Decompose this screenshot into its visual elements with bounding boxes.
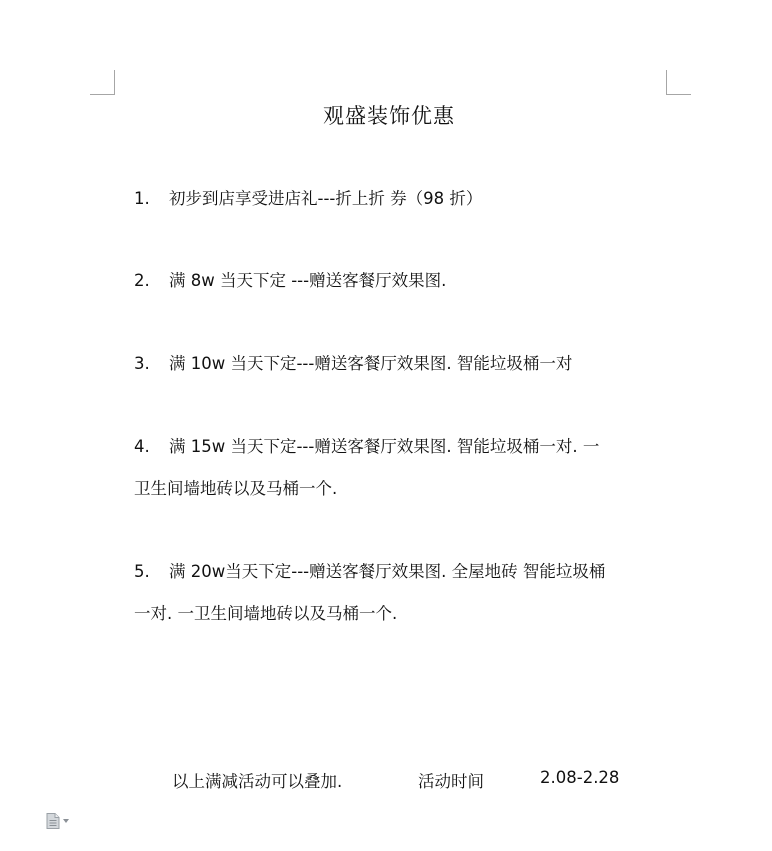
page-corner-mark-top-left xyxy=(90,70,115,95)
list-item-number: 5. xyxy=(134,562,150,581)
page-corner-mark-top-right xyxy=(666,70,691,95)
activity-period-label: 活动时间 xyxy=(418,772,484,791)
list-item-continuation: 一对. 一卫生间墙地砖以及马桶一个. xyxy=(134,604,398,623)
list-item-first-line xyxy=(134,551,679,593)
list-item xyxy=(134,551,679,635)
paste-options-button[interactable] xyxy=(46,812,76,830)
list-item xyxy=(134,260,679,302)
footer-note: 以上满减活动可以叠加. xyxy=(172,772,343,791)
document-title: 观盛装饰优惠 xyxy=(323,104,455,128)
list-item-number: 4. xyxy=(134,437,150,456)
document-icon xyxy=(46,813,60,829)
list-item-text: 满 10w 当天下定---赠送客餐厅效果图. 智能垃圾桶一对 xyxy=(169,354,573,373)
list-item-number: 2. xyxy=(134,271,150,290)
list-item xyxy=(134,343,679,385)
activity-period-dates: 2.08-2.28 xyxy=(540,768,620,787)
list-item xyxy=(134,178,679,220)
list-item-text: 满 20w当天下定---赠送客餐厅效果图. 全屋地砖 智能垃圾桶 xyxy=(169,562,606,581)
chevron-down-icon xyxy=(63,819,69,823)
list-item-number: 3. xyxy=(134,354,150,373)
list-item-text: 满 8w 当天下定 ---赠送客餐厅效果图. xyxy=(169,271,447,290)
list-item-text: 满 15w 当天下定---赠送客餐厅效果图. 智能垃圾桶一对. 一 xyxy=(169,437,600,456)
list-item-number: 1. xyxy=(134,189,150,208)
list-item-continuation: 卫生间墙地砖以及马桶一个. xyxy=(134,479,338,498)
list-item-text: 初步到店享受进店礼---折上折 券（98 折） xyxy=(169,189,483,208)
list-item xyxy=(134,426,679,510)
list-item-first-line xyxy=(134,426,679,468)
